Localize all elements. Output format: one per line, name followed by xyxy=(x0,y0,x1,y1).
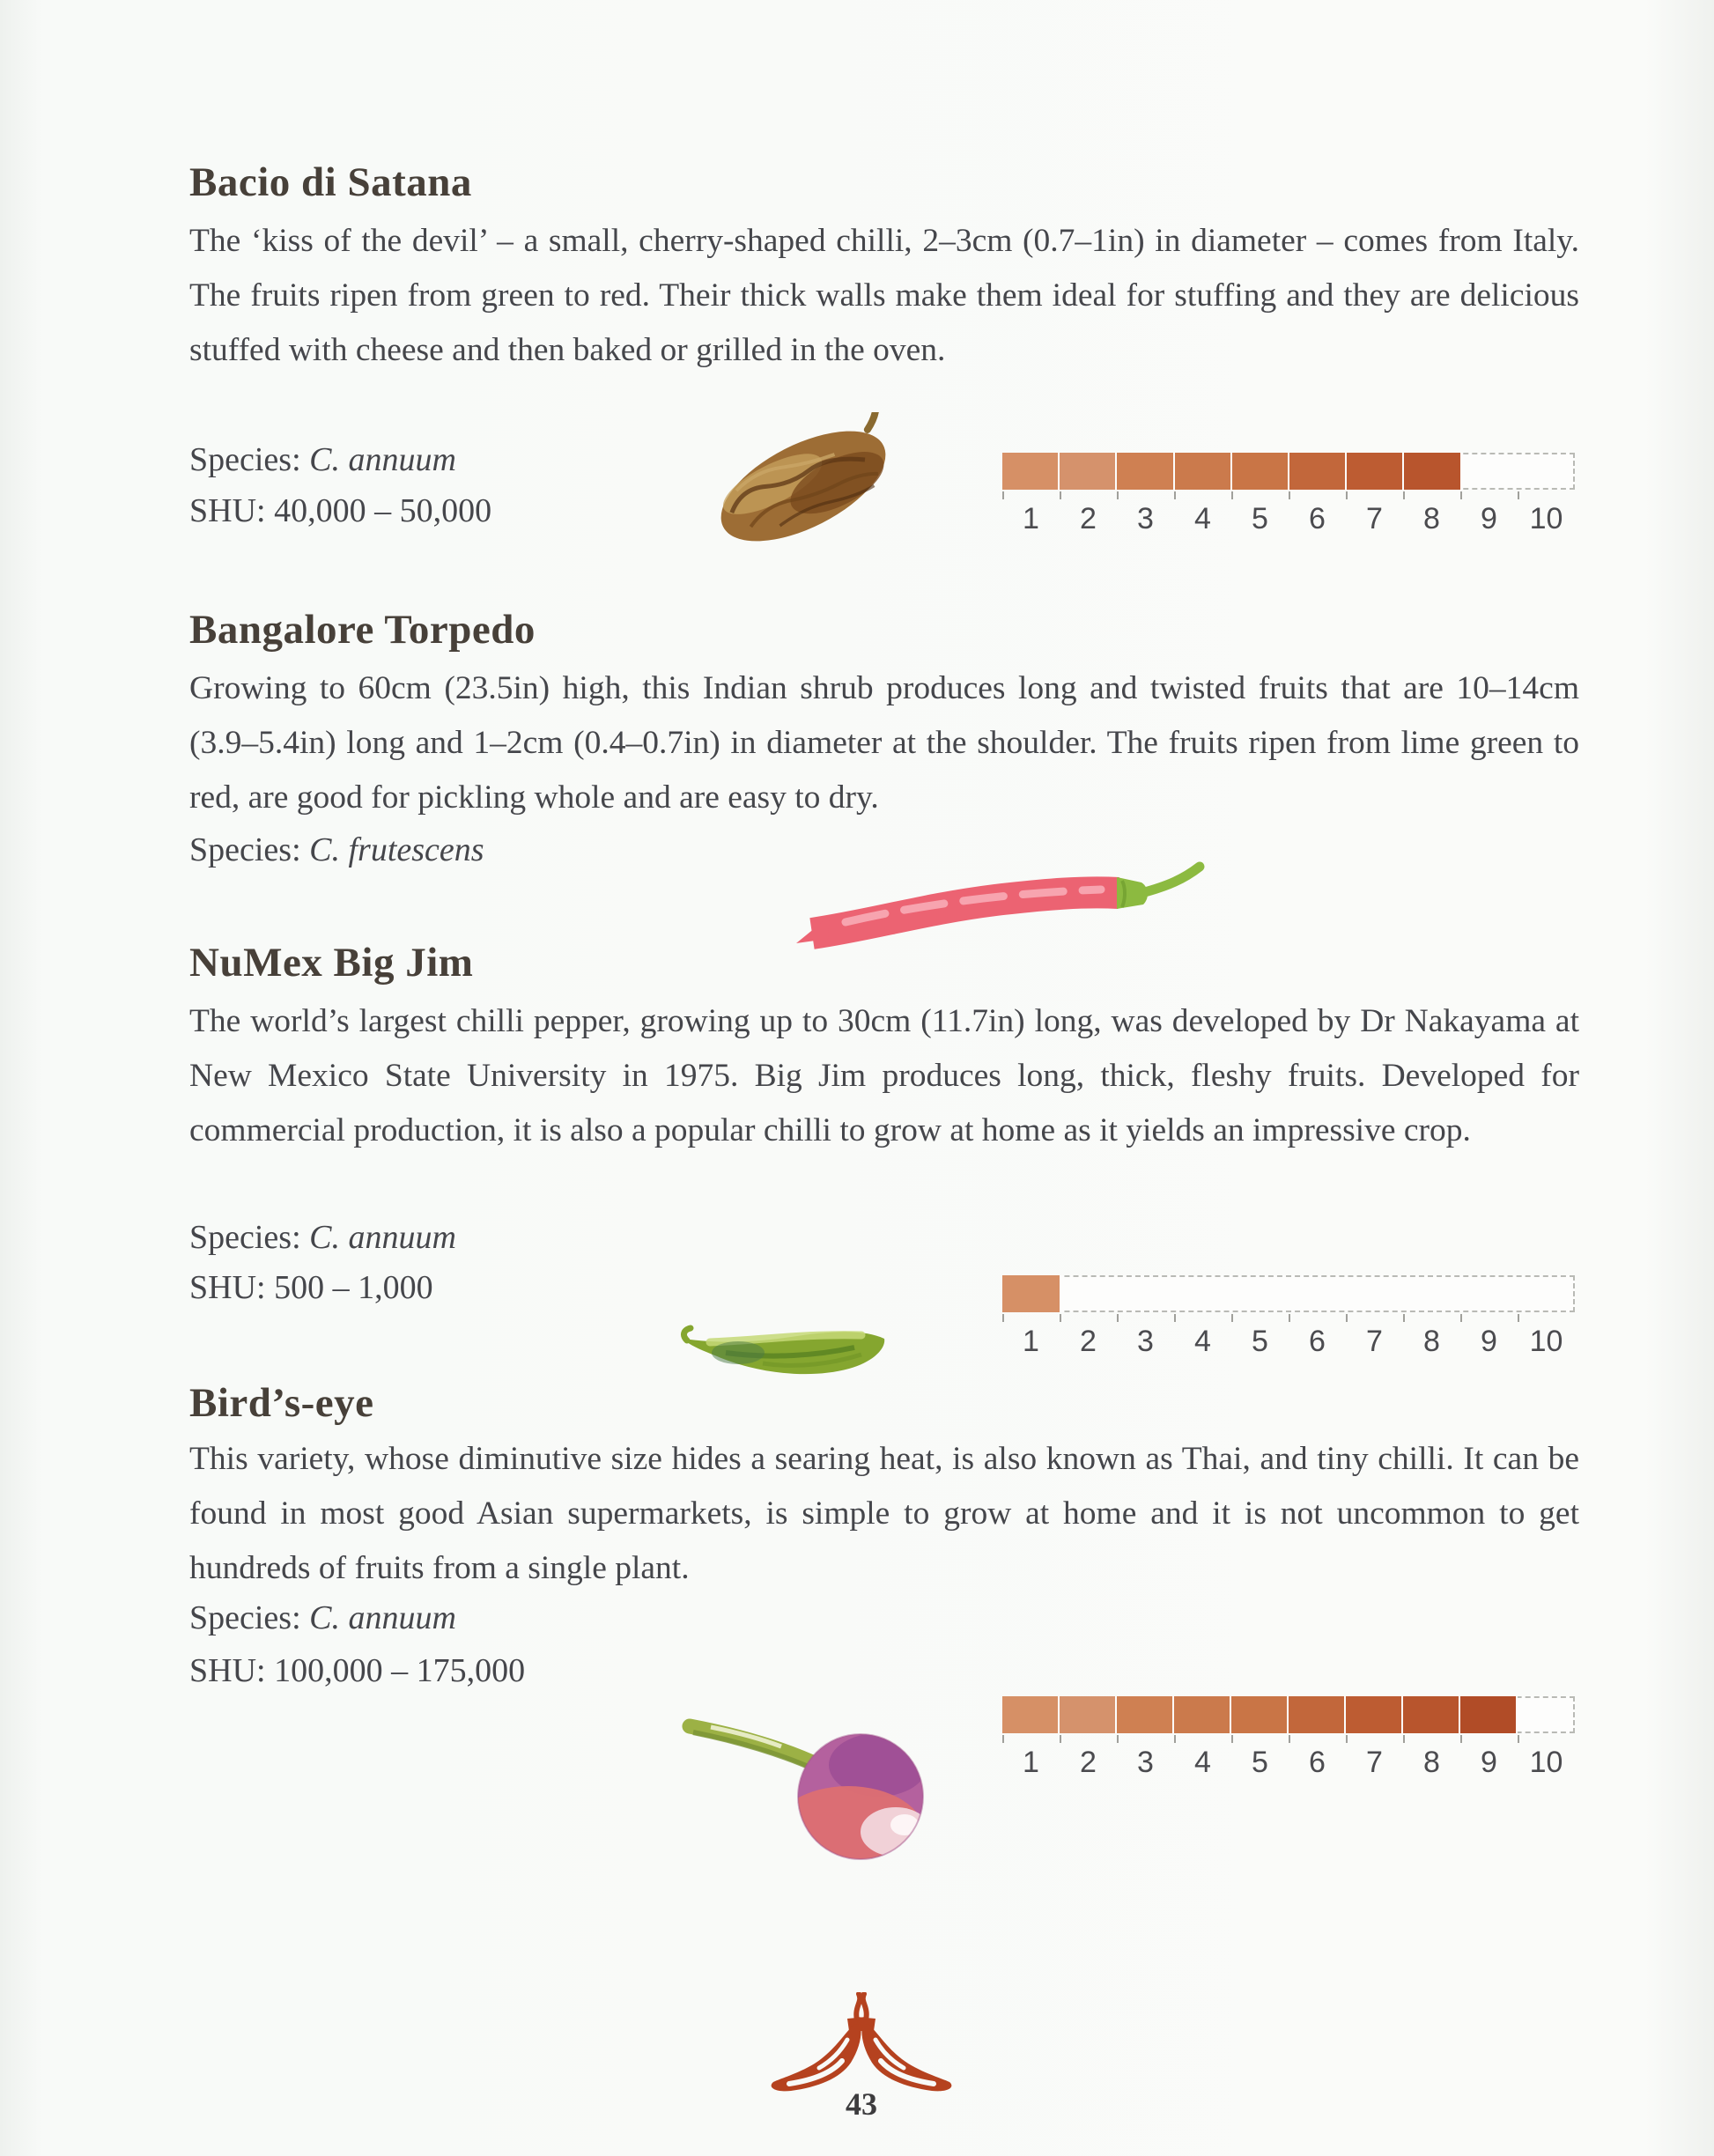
heat-scale-segment xyxy=(1346,1275,1403,1312)
heat-scale-bar xyxy=(1002,1275,1575,1312)
species-name: C. annuum xyxy=(309,1599,456,1636)
red-torpedo-chilli-illustration xyxy=(791,854,1214,953)
heat-scale-segment xyxy=(1002,1275,1061,1312)
section-description-birds-eye: This variety, whose diminutive size hides a searing heat, is also known as Thai, and tiny chilli. It can be found in most good Asian supermarkets, is simple to grow at home and it is not uncommon to get hundreds of fruits from a single plant. xyxy=(189,1441,1579,1586)
heat-scale-segment xyxy=(1518,1696,1573,1733)
green-numex-chilli-illustration xyxy=(675,1302,897,1383)
section-description-numex-big-jim: The world’s largest chilli pepper, growing up to 30cm (11.7in) long, was developed by Dr Nakayama at New Mexico State University in 1975. Big Jim produces long, thick, fleshy fruits. Developed for commercial production, it is also a popular chilli to grow at home as it yields an impressive crop. xyxy=(189,1003,1579,1148)
heat-scale-segment xyxy=(1402,1275,1459,1312)
heat-scale-number: 9 xyxy=(1481,1746,1497,1779)
species-label: Species: xyxy=(189,1599,310,1636)
heat-scale-number: 10 xyxy=(1529,1325,1563,1358)
heat-scale-segment xyxy=(1002,1696,1060,1733)
heat-scale-segment xyxy=(1518,453,1573,490)
heat-scale-segment xyxy=(1289,453,1347,490)
heat-scale-segment xyxy=(1516,1275,1573,1312)
heat-scale-ticks xyxy=(1002,1735,1575,1743)
heat-scale-number: 1 xyxy=(1023,1746,1039,1779)
species-label: Species: xyxy=(189,831,310,868)
heat-scale-number: 10 xyxy=(1529,502,1563,535)
birds-eye-chilli-illustration xyxy=(674,1702,956,1862)
heat-scale-number: 6 xyxy=(1309,1746,1326,1779)
heat-scale-segment xyxy=(1462,453,1518,490)
heat-scale-segment xyxy=(1060,1696,1117,1733)
heat-scale-number: 2 xyxy=(1080,502,1097,535)
heat-scale-numex-big-jim xyxy=(1002,1275,1575,1359)
species-name: C. frutescens xyxy=(309,831,484,868)
heat-scale-numbers xyxy=(1002,502,1575,536)
decorative-chilli-pair-icon xyxy=(756,1992,967,2096)
page-number: 43 xyxy=(846,2086,877,2122)
heat-scale-ticks xyxy=(1002,1314,1575,1322)
heat-scale-number: 5 xyxy=(1252,1746,1268,1779)
heat-scale-number: 2 xyxy=(1080,1746,1097,1779)
section-description-bangalore-torpedo: Growing to 60cm (23.5in) high, this Indian shrub produces long and twisted fruits that are 10–14cm (3.9–5.4in) long and 1–2cm (0.4–0.7in) in diameter at the shoulder. The fruits ripen from lime green to red, are good for pickling whole and are easy to dry. xyxy=(189,670,1579,816)
section-title-numex-big-jim: NuMex Big Jim xyxy=(189,940,474,986)
species-label: Species: xyxy=(189,441,310,478)
heat-scale-segment xyxy=(1175,1275,1232,1312)
heat-scale-segment xyxy=(1117,453,1174,490)
heat-scale-number: 6 xyxy=(1309,502,1326,535)
section-description-bacio-di-satana: The ‘kiss of the devil’ – a small, cherry-shaped chilli, 2–3cm (0.7–1in) in diameter – comes from Italy. The fruits ripen from green to red. Their thick walls make them ideal for stuffing and they are delicious stuffed with cheese and then baked or grilled in the oven. xyxy=(189,223,1579,368)
species-line-numex-big-jim xyxy=(189,1218,456,1257)
heat-scale-number: 9 xyxy=(1481,502,1497,535)
heat-scale-segment xyxy=(1346,1696,1403,1733)
heat-scale-segment xyxy=(1459,1275,1517,1312)
heat-scale-number: 3 xyxy=(1137,1325,1154,1358)
species-label: Species: xyxy=(189,1219,310,1256)
heat-scale-ticks xyxy=(1002,491,1575,499)
heat-scale-segment xyxy=(1289,1696,1346,1733)
heat-scale-number: 1 xyxy=(1023,502,1039,535)
heat-scale-birds-eye xyxy=(1002,1696,1575,1780)
heat-scale-segment xyxy=(1347,453,1404,490)
heat-scale-number: 3 xyxy=(1137,502,1154,535)
heat-scale-segment xyxy=(1404,453,1461,490)
heat-scale-segment xyxy=(1289,1275,1346,1312)
heat-scale-numbers xyxy=(1002,1325,1575,1359)
heat-scale-bar xyxy=(1002,453,1575,490)
heat-scale-number: 8 xyxy=(1423,1746,1440,1779)
section-title-bacio-di-satana: Bacio di Satana xyxy=(189,159,472,205)
heat-scale-bacio-di-satana xyxy=(1002,453,1575,536)
heat-scale-segment xyxy=(1460,1696,1518,1733)
species-line-birds-eye xyxy=(189,1599,456,1637)
heat-scale-number: 10 xyxy=(1529,1746,1563,1779)
shu-line-numex-big-jim: SHU: 500 – 1,000 xyxy=(189,1269,433,1306)
section-title-birds-eye: Bird’s-eye xyxy=(189,1380,374,1426)
section-title-bangalore-torpedo: Bangalore Torpedo xyxy=(189,607,536,653)
heat-scale-bar xyxy=(1002,1696,1575,1733)
heat-scale-number: 2 xyxy=(1080,1325,1097,1358)
heat-scale-segment xyxy=(1060,453,1117,490)
heat-scale-number: 3 xyxy=(1137,1746,1154,1779)
heat-scale-segment xyxy=(1175,453,1232,490)
heat-scale-number: 5 xyxy=(1252,1325,1268,1358)
heat-scale-segment xyxy=(1403,1696,1460,1733)
species-line-bangalore-torpedo xyxy=(189,831,484,869)
heat-scale-number: 7 xyxy=(1366,1325,1383,1358)
heat-scale-segment xyxy=(1061,1275,1119,1312)
heat-scale-number: 1 xyxy=(1023,1325,1039,1358)
heat-scale-segment xyxy=(1231,1696,1289,1733)
heat-scale-number: 7 xyxy=(1366,502,1383,535)
heat-scale-segment xyxy=(1174,1696,1231,1733)
dried-cherry-chilli-illustration xyxy=(685,412,921,555)
heat-scale-number: 8 xyxy=(1423,1325,1440,1358)
heat-scale-segment xyxy=(1118,1275,1175,1312)
heat-scale-number: 4 xyxy=(1194,1325,1211,1358)
heat-scale-number: 7 xyxy=(1366,1746,1383,1779)
heat-scale-number: 6 xyxy=(1309,1325,1326,1358)
heat-scale-segment xyxy=(1002,453,1060,490)
heat-scale-segment xyxy=(1117,1696,1174,1733)
heat-scale-number: 8 xyxy=(1423,502,1440,535)
heat-scale-number: 4 xyxy=(1194,1746,1211,1779)
heat-scale-number: 9 xyxy=(1481,1325,1497,1358)
species-name: C. annuum xyxy=(309,1219,456,1256)
heat-scale-number: 5 xyxy=(1252,502,1268,535)
heat-scale-segment xyxy=(1231,1275,1289,1312)
heat-scale-numbers xyxy=(1002,1746,1575,1780)
heat-scale-segment xyxy=(1232,453,1289,490)
species-line-bacio-di-satana xyxy=(189,440,456,479)
shu-line-bacio-di-satana: SHU: 40,000 – 50,000 xyxy=(189,492,492,529)
species-name: C. annuum xyxy=(309,441,456,478)
heat-scale-number: 4 xyxy=(1194,502,1211,535)
shu-line-birds-eye: SHU: 100,000 – 175,000 xyxy=(189,1652,526,1689)
